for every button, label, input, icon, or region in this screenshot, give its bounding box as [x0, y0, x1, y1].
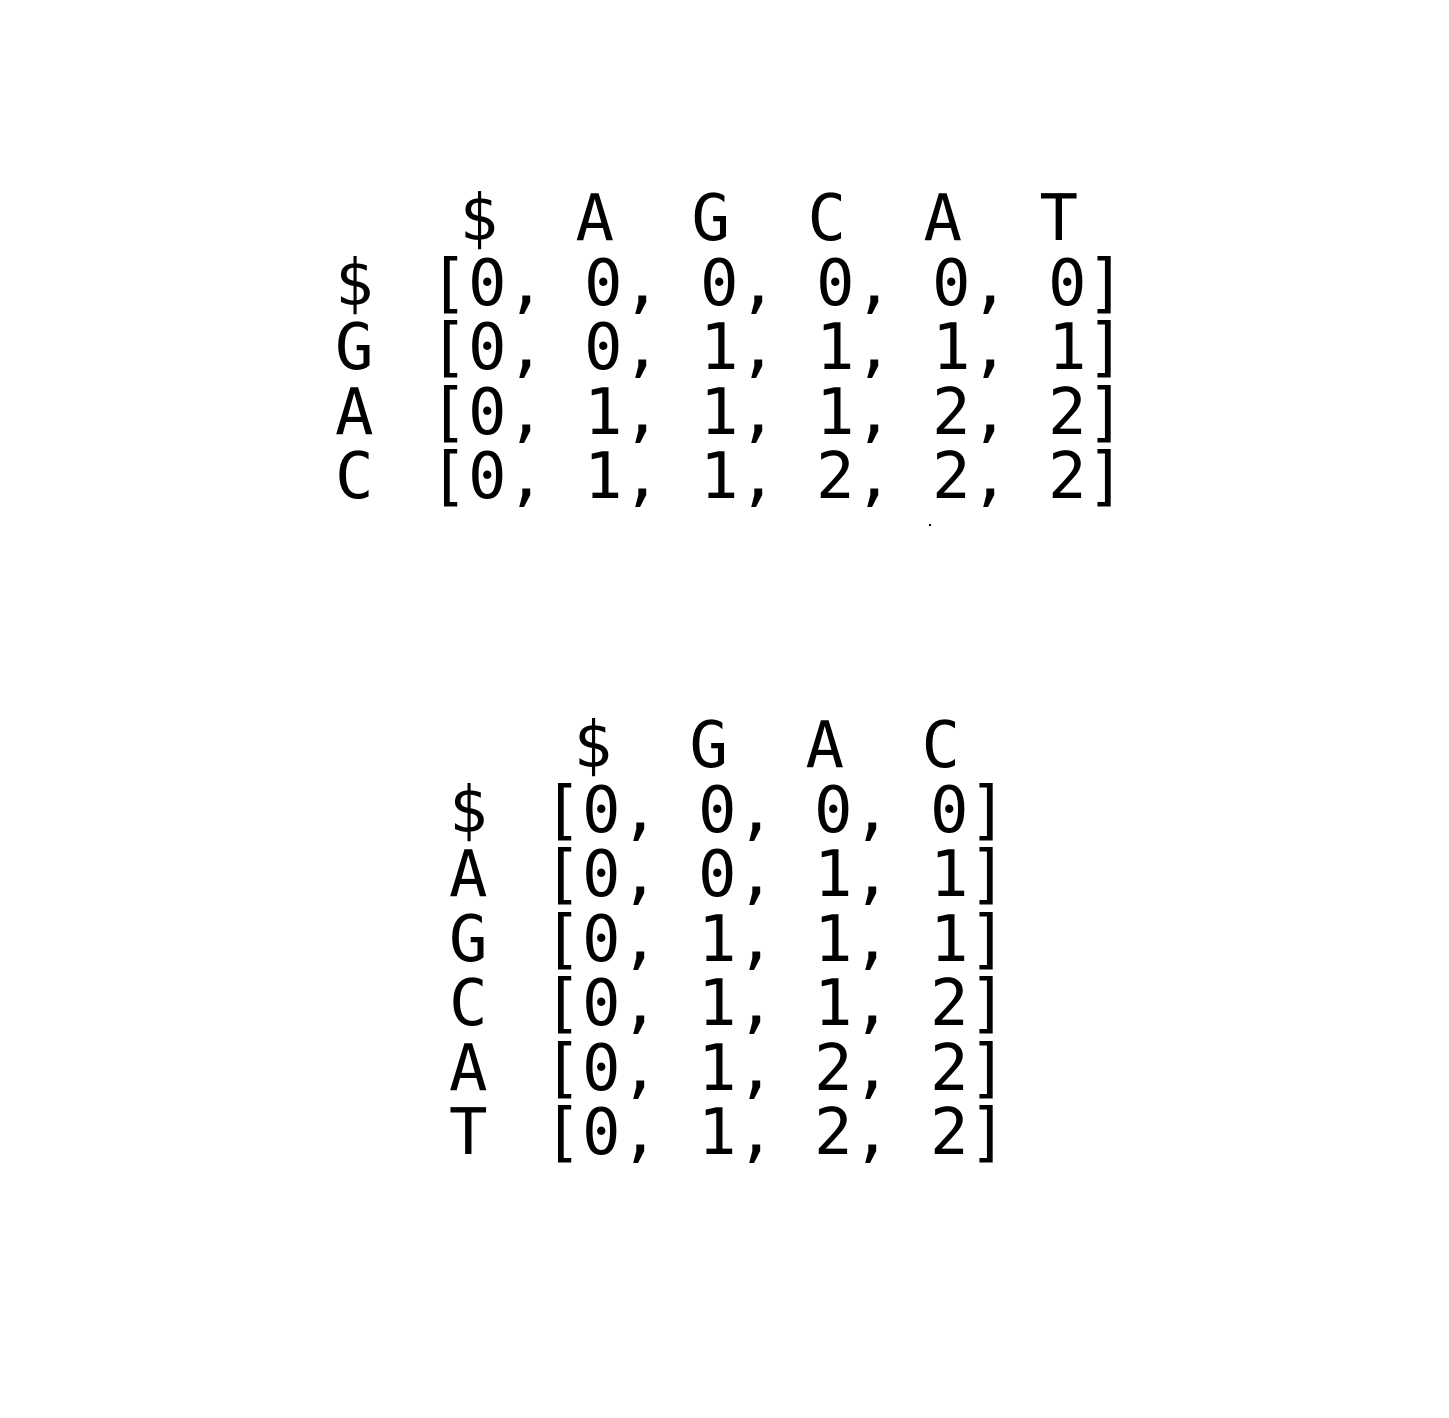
close-bracket: ]: [968, 773, 1008, 848]
comma: ,: [736, 902, 776, 977]
comma: ,: [622, 246, 662, 321]
close-bracket: ]: [1086, 375, 1126, 450]
matrix-cell: [930, 1031, 1008, 1106]
close-bracket: ]: [968, 838, 1008, 912]
cell-value: 0: [582, 773, 621, 848]
matrix-cell: [698, 902, 814, 977]
cell-value: 1: [816, 311, 855, 385]
matrix-cell: [814, 1031, 930, 1106]
cell-value: 0: [1048, 246, 1087, 321]
cell-value: 0: [932, 246, 971, 321]
column-header: C: [921, 709, 961, 783]
matrix-cell: [584, 246, 700, 321]
close-bracket: ]: [968, 902, 1008, 977]
open-bracket: [: [429, 375, 469, 450]
cell-value: 1: [584, 440, 623, 514]
comma: ,: [854, 375, 894, 450]
matrix-cell: [698, 967, 814, 1041]
lcs-matrix-agcat-vs-gac: [335, 182, 1156, 514]
row-header: T: [449, 1096, 488, 1170]
row-header: G: [335, 311, 374, 385]
matrix-row: [449, 902, 1038, 977]
cell-value: 1: [816, 375, 855, 450]
column-header: A: [575, 182, 615, 256]
column-header: A: [805, 709, 845, 783]
matrix-cell: [814, 1096, 930, 1170]
matrix-row: [449, 1096, 1038, 1170]
close-bracket: ]: [968, 967, 1008, 1041]
comma: ,: [620, 773, 660, 848]
matrix-cell: [1048, 440, 1126, 514]
matrix-cell: [814, 838, 930, 912]
matrix-cell: [930, 1096, 1008, 1170]
comma: ,: [506, 246, 546, 321]
comma: ,: [736, 838, 776, 912]
column-header-row: [335, 182, 1156, 256]
lcs-matrix-gac-vs-agcat: [449, 709, 1038, 1170]
matrix-cell: [1048, 246, 1126, 321]
matrix-row: [449, 967, 1038, 1041]
matrix-cell: [468, 311, 584, 385]
matrix-cell: [584, 375, 700, 450]
matrix-row: [449, 773, 1038, 848]
matrix-cell: [468, 440, 584, 514]
comma: ,: [506, 311, 546, 385]
column-header: G: [691, 182, 731, 256]
comma: ,: [852, 967, 892, 1041]
matrix-cell: [584, 311, 700, 385]
cell-value: 2: [930, 1096, 969, 1170]
comma: ,: [620, 902, 660, 977]
comma: ,: [622, 375, 662, 450]
cell-value: 2: [816, 440, 855, 514]
column-header: T: [1039, 182, 1079, 256]
comma: ,: [970, 246, 1010, 321]
cell-value: 1: [698, 902, 737, 977]
matrix-row: [335, 311, 1156, 385]
cell-value: 1: [814, 967, 853, 1041]
cell-value: 0: [582, 1031, 621, 1106]
cell-value: 2: [930, 1031, 969, 1106]
column-header: $: [573, 709, 613, 783]
comma: ,: [736, 773, 776, 848]
comma: ,: [506, 375, 546, 450]
close-bracket: ]: [1086, 311, 1126, 385]
row-header: G: [449, 902, 488, 977]
matrix-cell: [1048, 311, 1126, 385]
open-bracket: [: [543, 773, 583, 848]
matrix-row: [335, 440, 1156, 514]
matrix-cell: [698, 1096, 814, 1170]
cell-value: 1: [698, 1096, 737, 1170]
matrix-cell: [468, 246, 584, 321]
cell-value: 1: [930, 838, 969, 912]
comma: ,: [736, 1096, 776, 1170]
cell-value: 1: [814, 838, 853, 912]
cell-value: 0: [930, 773, 969, 848]
open-bracket: [: [429, 311, 469, 385]
comma: ,: [852, 1096, 892, 1170]
cell-value: 1: [700, 440, 739, 514]
matrix-cell: [468, 375, 584, 450]
cell-value: 0: [584, 246, 623, 321]
comma: ,: [738, 246, 778, 321]
matrix-cell: [816, 375, 932, 450]
comma: ,: [970, 311, 1010, 385]
cell-value: 2: [814, 1031, 853, 1106]
comma: ,: [736, 967, 776, 1041]
close-bracket: ]: [1086, 246, 1126, 321]
matrix-cell: [930, 967, 1008, 1041]
matrix-row: [449, 1031, 1038, 1106]
cell-value: 0: [468, 375, 507, 450]
comma: ,: [738, 375, 778, 450]
matrix-row: [449, 838, 1038, 912]
matrix-cell: [816, 311, 932, 385]
cell-value: 1: [814, 902, 853, 977]
matrix-cell: [814, 773, 930, 848]
matrix-cell: [582, 1096, 698, 1170]
comma: ,: [506, 440, 546, 514]
matrix-cell: [930, 773, 1008, 848]
matrix-cell: [582, 773, 698, 848]
column-header: $: [459, 182, 499, 256]
cell-value: 0: [698, 838, 737, 912]
matrix-cell: [930, 838, 1008, 912]
matrix-cell: [1048, 375, 1126, 450]
matrix-cell: [698, 838, 814, 912]
cell-value: 1: [698, 1031, 737, 1106]
matrix-cell: [814, 967, 930, 1041]
matrix-cell: [700, 246, 816, 321]
matrix-cell: [700, 440, 816, 514]
comma: ,: [622, 311, 662, 385]
matrix-row: [335, 375, 1156, 450]
cell-value: 2: [1048, 440, 1087, 514]
cell-value: 1: [584, 375, 623, 450]
cell-value: 0: [582, 967, 621, 1041]
comma: ,: [852, 773, 892, 848]
matrix-cell: [582, 1031, 698, 1106]
cell-value: 2: [930, 967, 969, 1041]
comma: ,: [736, 1031, 776, 1106]
comma: ,: [620, 967, 660, 1041]
cell-value: 0: [468, 246, 507, 321]
cell-value: 1: [698, 967, 737, 1041]
row-header: A: [449, 1031, 488, 1106]
comma: ,: [852, 1031, 892, 1106]
matrix-cell: [932, 246, 1048, 321]
matrix-cell: [932, 440, 1048, 514]
open-bracket: [: [429, 440, 469, 514]
matrix-cell: [816, 246, 932, 321]
cell-value: 0: [468, 311, 507, 385]
matrix-cell: [698, 1031, 814, 1106]
matrix-cell: [700, 311, 816, 385]
column-header: A: [923, 182, 963, 256]
comma: ,: [852, 902, 892, 977]
cell-value: 0: [582, 838, 621, 912]
row-header: A: [335, 375, 374, 450]
close-bracket: ]: [1086, 440, 1126, 514]
comma: ,: [852, 838, 892, 912]
cell-value: 0: [584, 311, 623, 385]
cell-value: 1: [1048, 311, 1087, 385]
open-bracket: [: [429, 246, 469, 321]
row-header: $: [449, 773, 488, 848]
matrix-cell: [700, 375, 816, 450]
row-header: C: [449, 967, 488, 1041]
matrix-row: [335, 246, 1156, 321]
matrix-cell: [582, 967, 698, 1041]
comma: ,: [620, 1096, 660, 1170]
matrix-cell: [932, 375, 1048, 450]
comma: ,: [854, 311, 894, 385]
comma: ,: [854, 246, 894, 321]
row-header: A: [449, 838, 488, 912]
close-bracket: ]: [968, 1096, 1008, 1170]
matrix-cell: [582, 902, 698, 977]
open-bracket: [: [543, 1096, 583, 1170]
cell-value: 1: [700, 375, 739, 450]
row-header: C: [335, 440, 374, 514]
comma: ,: [970, 440, 1010, 514]
cell-value: 1: [700, 311, 739, 385]
cell-value: 0: [582, 1096, 621, 1170]
open-bracket: [: [543, 1031, 583, 1106]
comma: ,: [738, 311, 778, 385]
cell-value: 0: [698, 773, 737, 848]
cell-value: 2: [814, 1096, 853, 1170]
matrix-cell: [930, 902, 1008, 977]
cell-value: 0: [816, 246, 855, 321]
comma: ,: [622, 440, 662, 514]
matrix-cell: [816, 440, 932, 514]
row-header: $: [335, 246, 374, 321]
stray-dot: [929, 524, 931, 526]
matrix-cell: [582, 838, 698, 912]
cell-value: 2: [1048, 375, 1087, 450]
matrix-cell: [584, 440, 700, 514]
column-header-row: [449, 709, 1038, 783]
matrix-cell: [698, 773, 814, 848]
open-bracket: [: [543, 902, 583, 977]
comma: ,: [620, 838, 660, 912]
cell-value: 1: [932, 311, 971, 385]
comma: ,: [970, 375, 1010, 450]
cell-value: 0: [700, 246, 739, 321]
close-bracket: ]: [968, 1031, 1008, 1106]
cell-value: 1: [930, 902, 969, 977]
matrix-cell: [932, 311, 1048, 385]
cell-value: 0: [814, 773, 853, 848]
column-header: C: [807, 182, 847, 256]
cell-value: 2: [932, 440, 971, 514]
open-bracket: [: [543, 967, 583, 1041]
matrix-cell: [814, 902, 930, 977]
comma: ,: [854, 440, 894, 514]
cell-value: 2: [932, 375, 971, 450]
column-header: G: [689, 709, 729, 783]
comma: ,: [738, 440, 778, 514]
comma: ,: [620, 1031, 660, 1106]
cell-value: 0: [468, 440, 507, 514]
open-bracket: [: [543, 838, 583, 912]
cell-value: 0: [582, 902, 621, 977]
